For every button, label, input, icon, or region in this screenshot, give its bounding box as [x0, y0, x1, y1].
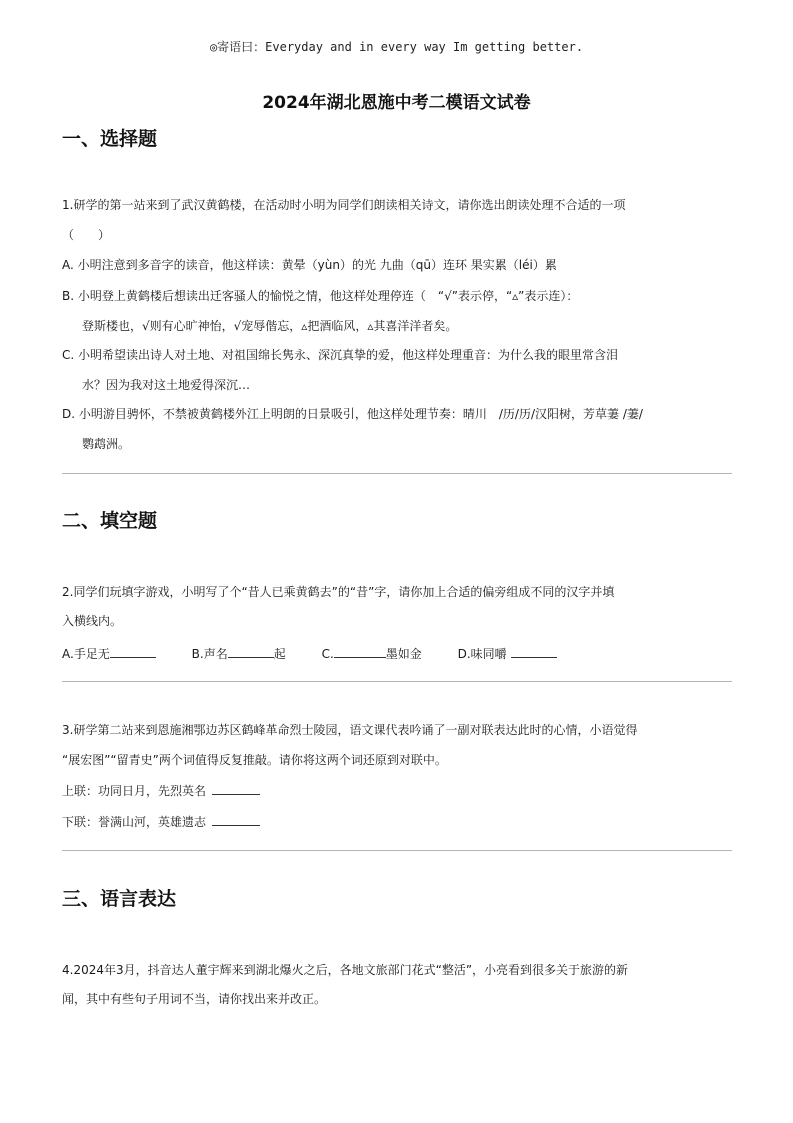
- q2-blank-c[interactable]: [334, 645, 386, 658]
- q3-stem-line1: 3.研学第二站来到恩施湘鄂边苏区鹤峰革命烈士陵园，语文课代表吟诵了一副对联表达此时的心情，小语觉得: [62, 723, 638, 737]
- section-heading-fill: 二、填空题: [62, 510, 158, 532]
- q1-stem-line2: （ ）: [62, 228, 111, 242]
- q1-option-d-line2: 鹦鹉洲。: [82, 437, 131, 451]
- q4-stem-line2: 闻，其中有些句子用词不当，请你找出来并改正。: [62, 992, 327, 1006]
- q1-option-d-line1: D. 小明游目骋怀，不禁被黄鹤楼外江上明朗的日景吸引，他这样处理节奏：晴川 /历/历/汉阳树，芳草萋 /萋/: [62, 407, 643, 421]
- q1-option-b-line2: 登斯楼也，√则有心旷神怡，√宠辱偕忘，▵把酒临风，▵其喜洋洋者矣。: [82, 319, 458, 333]
- q1-option-c-line2: 水？因为我对这土地爱得深沉…: [82, 378, 251, 392]
- q2-option-b-suffix: 起: [273, 647, 286, 661]
- q2-option-b-text: B.声名: [191, 647, 228, 661]
- document-title: 2024年湖北恩施中考二模语文试卷: [262, 93, 531, 113]
- q1-option-c-line1: C. 小明希望读出诗人对土地、对祖国绵长隽永、深沉真挚的爱，他这样处理重音：为什么我的眼里常含泪: [62, 348, 619, 362]
- divider: [62, 473, 732, 474]
- q3-upper-couplet: [62, 782, 260, 799]
- q2-option-d: [458, 645, 557, 662]
- q1-option-a: A. 小明注意到多音字的读音，他这样读：黄晕（yùn）的光 九曲（qū）连环 果实累（léi）累: [62, 258, 557, 272]
- q2-option-c: [322, 645, 422, 662]
- q2-stem-line1: 2.同学们玩填字游戏，小明写了个“昔人已乘黄鹤去”的“昔”字，请你加上合适的偏旁组成不同的汉字并填: [62, 585, 615, 599]
- q3-stem-line2: “展宏图”“留青史”两个词值得反复推敲。请你将这两个词还原到对联中。: [62, 753, 447, 767]
- q3-lower-text: 下联：誉满山河，英雄遗志: [62, 815, 207, 829]
- q2-option-c-text: C.: [321, 647, 334, 661]
- divider: [62, 850, 732, 851]
- q1-option-b-line1: B. 小明登上黄鹤楼后想读出迁客骚人的愉悦之情，他这样处理停连（ “√”表示停，“▵”表示连）：: [62, 289, 579, 303]
- header-motto: ◎寄语曰：Everyday and in every way Im getting better.: [209, 40, 584, 54]
- q4-stem-line1: 4.2024年3月，抖音达人董宇辉来到湖北爆火之后，各地文旅部门花式“整活”，小亮看到很多关于旅游的新: [62, 963, 629, 977]
- q2-stem-line2: 入横线内。: [62, 614, 123, 628]
- section-heading-expression: 三、语言表达: [62, 888, 177, 910]
- q2-option-b: [192, 645, 286, 662]
- q2-blank-d[interactable]: [511, 645, 557, 658]
- q2-blank-a[interactable]: [110, 645, 156, 658]
- q3-blank-lower[interactable]: [212, 813, 260, 826]
- q1-stem-line1: 1.研学的第一站来到了武汉黄鹤楼，在活动时小明为同学们朗读相关诗文，请你选出朗读处理不合适的一项: [62, 198, 626, 212]
- q2-option-a: [62, 645, 156, 662]
- section-heading-choice: 一、选择题: [62, 128, 158, 150]
- q3-lower-couplet: [62, 813, 260, 830]
- divider: [62, 681, 732, 682]
- q2-option-c-suffix: 墨如金: [385, 647, 422, 661]
- q3-upper-text: 上联：功同日月，先烈英名: [62, 784, 207, 798]
- q2-option-a-text: A.手足无: [62, 647, 110, 661]
- q2-option-d-text: D.味同嚼: [457, 647, 507, 661]
- q3-blank-upper[interactable]: [212, 782, 260, 795]
- q2-blank-b[interactable]: [228, 645, 274, 658]
- q2-options-row: [62, 645, 557, 662]
